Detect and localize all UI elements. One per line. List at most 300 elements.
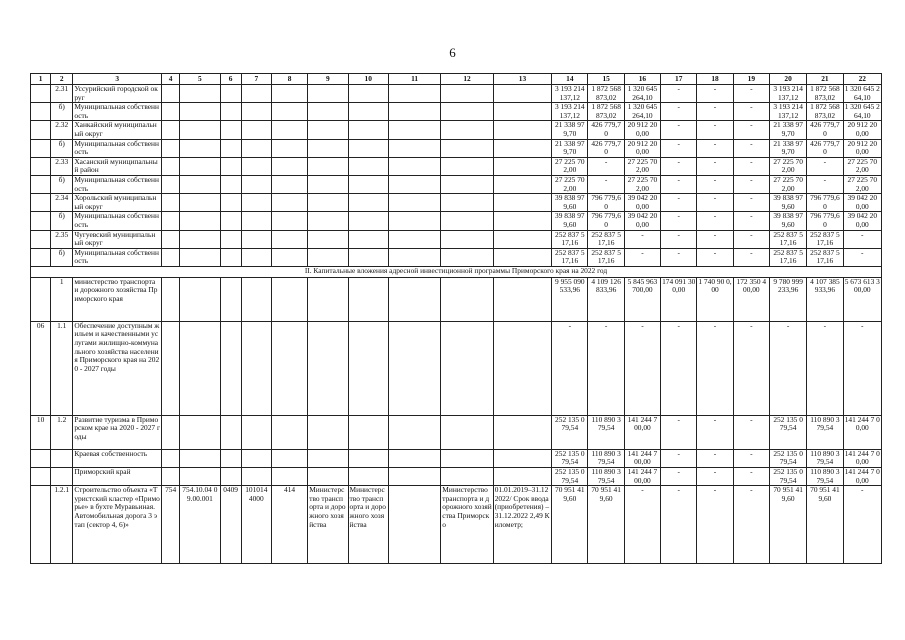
table-cell bbox=[162, 194, 180, 212]
table-cell: - bbox=[807, 175, 843, 193]
table-cell: - bbox=[661, 175, 697, 193]
table-cell bbox=[348, 212, 388, 230]
table-cell: 21 338 97 9,70 bbox=[552, 139, 588, 157]
table-cell bbox=[388, 139, 440, 157]
table-cell bbox=[348, 85, 388, 103]
table-cell bbox=[308, 212, 348, 230]
table-cell: б) bbox=[51, 139, 73, 157]
table-cell bbox=[271, 248, 307, 266]
table-cell bbox=[441, 321, 493, 415]
table-cell bbox=[441, 415, 493, 449]
table-cell: 110 890 3 79,54 bbox=[807, 468, 843, 486]
table-row-primorsky-krai bbox=[31, 468, 882, 486]
table-cell: - bbox=[661, 103, 697, 121]
table-cell: 5 673 613 300,00 bbox=[843, 277, 881, 321]
table-cell: - bbox=[843, 230, 881, 248]
table-cell: Развитие туризма в Приморском крае на 2020 - 2027 годы bbox=[73, 415, 162, 449]
table-cell bbox=[493, 321, 551, 415]
table-row bbox=[31, 175, 882, 193]
table-cell bbox=[388, 85, 440, 103]
table-cell: 70 951 41 9,60 bbox=[552, 486, 588, 564]
table-cell bbox=[348, 248, 388, 266]
table-cell bbox=[308, 468, 348, 486]
table-cell: 39 838 97 9,60 bbox=[552, 212, 588, 230]
table-cell bbox=[271, 212, 307, 230]
header-cell: 20 bbox=[769, 74, 806, 85]
table-cell: 1.2.1 bbox=[51, 486, 73, 564]
table-cell: - bbox=[733, 212, 769, 230]
table-cell: 39 042 20 0,00 bbox=[843, 212, 881, 230]
table-cell: 27 225 70 2,00 bbox=[552, 157, 588, 175]
table-cell: 3 193 214 137,12 bbox=[769, 85, 806, 103]
table-cell bbox=[388, 321, 440, 415]
table-cell bbox=[31, 85, 51, 103]
table-cell bbox=[241, 175, 271, 193]
table-row bbox=[31, 212, 882, 230]
table-cell bbox=[180, 449, 220, 467]
table-cell bbox=[348, 103, 388, 121]
table-cell bbox=[220, 468, 241, 486]
table-cell: - bbox=[661, 139, 697, 157]
table-cell: - bbox=[661, 415, 697, 449]
table-cell bbox=[51, 468, 73, 486]
table-cell bbox=[241, 103, 271, 121]
table-cell: 141 244 7 00,00 bbox=[844, 467, 880, 485]
table-cell bbox=[388, 103, 440, 121]
table-cell bbox=[388, 415, 440, 449]
table-cell: Ханкайский муниципальный округ bbox=[73, 121, 162, 139]
table-cell: 20 912 20 0,00 bbox=[843, 121, 881, 139]
table-cell: - bbox=[733, 321, 769, 415]
table-row bbox=[31, 139, 882, 157]
table-cell bbox=[220, 175, 241, 193]
table-cell bbox=[271, 157, 307, 175]
table-cell bbox=[31, 157, 51, 175]
table-cell: 426 779,7 0 bbox=[588, 139, 624, 157]
table-cell: 27 225 70 2,00 bbox=[843, 175, 881, 193]
table-cell bbox=[308, 103, 348, 121]
table-cell bbox=[220, 248, 241, 266]
table-cell bbox=[308, 277, 348, 321]
table-cell bbox=[271, 175, 307, 193]
table-cell bbox=[441, 121, 493, 139]
table-cell: б) bbox=[51, 212, 73, 230]
table-cell: 754 bbox=[162, 486, 180, 564]
table-cell bbox=[348, 449, 388, 467]
table-cell: - bbox=[843, 486, 881, 564]
table-cell bbox=[162, 85, 180, 103]
table-cell bbox=[441, 468, 493, 486]
table-cell: Приморский край bbox=[73, 468, 162, 486]
table-cell bbox=[180, 121, 220, 139]
table-cell bbox=[31, 121, 51, 139]
table-cell bbox=[162, 230, 180, 248]
header-cell: 14 bbox=[552, 74, 588, 85]
table-cell: - bbox=[733, 468, 769, 486]
table-cell: 4 107 385 933,96 bbox=[807, 277, 843, 321]
table-cell: 796 779,6 0 bbox=[588, 194, 624, 212]
table-cell: Муниципальная собственность bbox=[73, 139, 162, 157]
table-cell bbox=[493, 139, 551, 157]
table-row-ministry bbox=[31, 277, 882, 321]
table-cell bbox=[388, 449, 440, 467]
table-cell: 1 872 568 873,02 bbox=[807, 103, 843, 121]
table-cell bbox=[271, 468, 307, 486]
table-cell bbox=[348, 121, 388, 139]
table-cell bbox=[162, 449, 180, 467]
table-cell bbox=[493, 175, 551, 193]
table-cell bbox=[162, 321, 180, 415]
table-cell: 27 225 70 2,00 bbox=[624, 157, 660, 175]
table-cell bbox=[493, 121, 551, 139]
table-cell bbox=[162, 175, 180, 193]
table-header-row bbox=[31, 74, 882, 85]
table-cell bbox=[162, 139, 180, 157]
table-cell bbox=[220, 230, 241, 248]
table-cell: 1 320 645 264,10 bbox=[844, 84, 880, 102]
table-cell: 1.1 bbox=[51, 321, 73, 415]
table-cell: 06 bbox=[31, 321, 51, 415]
table-cell bbox=[493, 248, 551, 266]
table-body-section-2 bbox=[31, 266, 882, 563]
header-cell: 16 bbox=[624, 74, 660, 85]
table-cell: б) bbox=[51, 248, 73, 266]
table-cell: 9 780 999 233,96 bbox=[769, 277, 806, 321]
table-cell bbox=[180, 230, 220, 248]
table-cell bbox=[241, 139, 271, 157]
table-cell bbox=[220, 85, 241, 103]
table-cell bbox=[493, 468, 551, 486]
table-cell bbox=[348, 139, 388, 157]
table-cell bbox=[31, 486, 51, 564]
section-title-row bbox=[31, 266, 882, 277]
table-cell: - bbox=[733, 103, 769, 121]
table-cell: 101014 4000 bbox=[241, 486, 271, 564]
table-cell bbox=[308, 121, 348, 139]
table-cell: - bbox=[733, 139, 769, 157]
table-cell bbox=[308, 230, 348, 248]
table-cell: 4 109 126 833,96 bbox=[588, 277, 624, 321]
table-cell bbox=[441, 449, 493, 467]
table-cell: Министерство транспорта и дорожного хозяйства Приморско bbox=[441, 486, 493, 564]
table-cell bbox=[441, 230, 493, 248]
table-cell: Строительство объекта «Туристский кластер «Приморье» в бухте Муравьиная. Автомобильная дорога 3 этап (сектор 4, 6)» bbox=[73, 486, 162, 564]
table-cell bbox=[162, 248, 180, 266]
table-cell: 796 779,6 0 bbox=[807, 212, 843, 230]
table-cell: 39 838 97 9,60 bbox=[552, 194, 588, 212]
table-cell: - bbox=[624, 321, 660, 415]
table-cell: 0409 bbox=[220, 486, 241, 564]
table-cell: 1.2 bbox=[51, 415, 73, 449]
table-cell: 39 838 97 9,60 bbox=[769, 212, 806, 230]
table-cell: 174 091 300,00 bbox=[661, 277, 697, 321]
table-row bbox=[31, 248, 882, 266]
table-cell bbox=[241, 248, 271, 266]
table-cell bbox=[31, 212, 51, 230]
table-cell bbox=[51, 449, 73, 467]
header-cell: 8 bbox=[271, 74, 307, 85]
table-cell bbox=[241, 230, 271, 248]
table-cell bbox=[308, 415, 348, 449]
table-cell bbox=[441, 85, 493, 103]
table-cell bbox=[441, 139, 493, 157]
table-cell: 1 872 568 873,02 bbox=[588, 103, 624, 121]
table-cell bbox=[220, 212, 241, 230]
header-cell: 10 bbox=[348, 74, 388, 85]
table-cell: Министерство транспорта и дорожного хозяйства bbox=[308, 486, 348, 564]
table-cell: 70 951 41 9,60 bbox=[769, 486, 806, 564]
table-cell: 141 244 7 00,00 bbox=[624, 415, 660, 449]
table-cell bbox=[31, 449, 51, 467]
investment-program-table bbox=[30, 73, 882, 564]
table-cell: 172 350 4 00,00 bbox=[733, 277, 769, 321]
table-cell bbox=[241, 212, 271, 230]
table-cell bbox=[241, 157, 271, 175]
table-cell: 39 042 20 0,00 bbox=[624, 194, 660, 212]
table-cell bbox=[348, 194, 388, 212]
table-cell: 20 912 20 0,00 bbox=[843, 139, 881, 157]
table-cell bbox=[180, 415, 220, 449]
table-body-municipal bbox=[31, 85, 882, 267]
table-cell: - bbox=[624, 230, 660, 248]
table-cell: - bbox=[661, 194, 697, 212]
table-cell bbox=[220, 449, 241, 467]
table-cell: - bbox=[697, 449, 733, 467]
table-cell bbox=[348, 321, 388, 415]
table-cell: Обеспечение доступным жильем и качественными услугами жилищно-коммунального хозяйства населения Приморского края на 2020 - 2027 годы bbox=[73, 321, 162, 415]
table-cell bbox=[308, 157, 348, 175]
table-cell bbox=[493, 277, 551, 321]
header-cell: 4 bbox=[162, 74, 180, 85]
table-cell bbox=[241, 277, 271, 321]
table-cell: 39 838 97 9,60 bbox=[769, 194, 806, 212]
table-cell: 252 135 0 79,54 bbox=[552, 415, 588, 449]
table-cell: 252 135 0 79,54 bbox=[552, 468, 588, 486]
header-cell: 15 bbox=[588, 74, 624, 85]
table-cell: 1 320 645 264,10 bbox=[624, 103, 660, 121]
table-cell bbox=[348, 230, 388, 248]
table-cell bbox=[493, 212, 551, 230]
table-cell: 110 890 3 79,54 bbox=[588, 468, 624, 486]
table-cell bbox=[493, 85, 551, 103]
table-cell: Чугуевский муниципальный округ bbox=[73, 230, 162, 248]
document-sheet bbox=[30, 73, 882, 564]
table-cell bbox=[441, 248, 493, 266]
table-cell: - bbox=[697, 85, 733, 103]
table-cell: - bbox=[661, 486, 697, 564]
table-cell: 252 837 5 17,16 bbox=[769, 248, 806, 266]
table-cell: б) bbox=[51, 103, 73, 121]
table-cell: Краевая собственность bbox=[73, 449, 162, 467]
table-cell: 1 872 568 873,02 bbox=[588, 85, 624, 103]
table-cell: 252 837 5 17,16 bbox=[552, 230, 588, 248]
table-cell bbox=[388, 248, 440, 266]
table-cell bbox=[162, 157, 180, 175]
table-cell: 426 779,7 0 bbox=[588, 121, 624, 139]
table-cell: 252 837 5 17,16 bbox=[552, 248, 588, 266]
table-cell: 27 225 70 2,00 bbox=[624, 175, 660, 193]
table-cell bbox=[441, 175, 493, 193]
table-cell: Муниципальная собственность bbox=[73, 248, 162, 266]
table-cell bbox=[31, 277, 51, 321]
table-cell bbox=[31, 175, 51, 193]
header-cell: 22 bbox=[843, 74, 881, 85]
table-row-kraevaya bbox=[31, 449, 882, 467]
table-cell: 110 890 3 79,54 bbox=[588, 415, 624, 449]
table-cell: 1 740 90 0,00 bbox=[697, 277, 733, 321]
table-cell: 70 951 41 9,60 bbox=[588, 486, 624, 564]
table-cell: 3 193 214 137,12 bbox=[552, 85, 588, 103]
table-cell: - bbox=[733, 85, 769, 103]
table-cell: - bbox=[661, 468, 697, 486]
header-cell: 1 bbox=[31, 74, 51, 85]
table-cell bbox=[220, 321, 241, 415]
table-cell: 5 845 963 700,00 bbox=[624, 277, 660, 321]
table-cell: 39 042 20 0,00 bbox=[843, 194, 881, 212]
table-cell: - bbox=[843, 248, 881, 266]
table-cell bbox=[180, 194, 220, 212]
table-cell bbox=[162, 103, 180, 121]
table-cell bbox=[308, 194, 348, 212]
table-row bbox=[31, 230, 882, 248]
table-cell bbox=[241, 85, 271, 103]
table-cell: 1 320 645 264,10 bbox=[624, 85, 660, 103]
table-cell bbox=[271, 85, 307, 103]
table-cell bbox=[493, 449, 551, 467]
table-cell: 20 912 20 0,00 bbox=[624, 139, 660, 157]
header-cell: 11 bbox=[388, 74, 440, 85]
table-cell: 796 779,6 0 bbox=[588, 212, 624, 230]
table-cell: - bbox=[661, 121, 697, 139]
table-cell bbox=[308, 449, 348, 467]
table-cell bbox=[308, 248, 348, 266]
table-cell bbox=[388, 194, 440, 212]
table-cell bbox=[241, 449, 271, 467]
table-cell: 426 779,7 0 bbox=[807, 121, 843, 139]
table-cell: - bbox=[733, 121, 769, 139]
table-cell bbox=[271, 321, 307, 415]
table-cell: 110 890 3 79,54 bbox=[807, 449, 843, 467]
table-cell: 110 890 3 79,54 bbox=[807, 415, 843, 449]
table-cell bbox=[220, 157, 241, 175]
table-cell bbox=[388, 121, 440, 139]
table-cell: - bbox=[552, 321, 588, 415]
table-cell bbox=[31, 139, 51, 157]
table-cell: 20 912 20 0,00 bbox=[624, 121, 660, 139]
table-cell: Уссурийский городской округ bbox=[73, 85, 162, 103]
table-cell: 21 338 97 9,70 bbox=[769, 121, 806, 139]
table-cell bbox=[180, 139, 220, 157]
table-cell: 141 244 7 00,00 bbox=[624, 449, 660, 467]
table-cell bbox=[388, 175, 440, 193]
table-row bbox=[31, 85, 882, 103]
table-cell bbox=[388, 277, 440, 321]
table-cell bbox=[180, 103, 220, 121]
table-cell bbox=[308, 139, 348, 157]
table-cell bbox=[271, 139, 307, 157]
table-cell: 414 bbox=[271, 486, 307, 564]
table-cell bbox=[441, 194, 493, 212]
table-cell: - bbox=[733, 175, 769, 193]
table-cell: - bbox=[661, 85, 697, 103]
table-cell: - bbox=[843, 321, 881, 415]
header-cell: 13 bbox=[493, 74, 551, 85]
table-cell bbox=[220, 194, 241, 212]
table-cell bbox=[493, 157, 551, 175]
table-cell bbox=[241, 468, 271, 486]
header-cell: 9 bbox=[308, 74, 348, 85]
table-cell: 141 244 7 00,00 bbox=[843, 415, 881, 449]
table-cell: - bbox=[697, 321, 733, 415]
table-cell bbox=[241, 194, 271, 212]
table-cell bbox=[348, 468, 388, 486]
table-cell: министерство транспорта и дорожного хозяйства Приморского края bbox=[73, 277, 162, 321]
table-cell: - bbox=[661, 321, 697, 415]
table-cell bbox=[348, 415, 388, 449]
table-cell: 1 872 568 873,02 bbox=[807, 85, 843, 103]
table-cell: 252 837 5 17,16 bbox=[769, 230, 806, 248]
header-cell: 19 bbox=[733, 74, 769, 85]
table-cell: - bbox=[697, 157, 733, 175]
table-cell: - bbox=[697, 415, 733, 449]
table-cell: 110 890 3 79,54 bbox=[588, 449, 624, 467]
table-cell bbox=[180, 277, 220, 321]
table-cell: 2.34 bbox=[51, 194, 73, 212]
table-cell: 796 779,6 0 bbox=[807, 194, 843, 212]
table-cell: 27 225 70 2,00 bbox=[552, 175, 588, 193]
table-cell: 39 042 20 0,00 bbox=[624, 212, 660, 230]
table-cell bbox=[220, 121, 241, 139]
table-cell bbox=[493, 415, 551, 449]
table-cell bbox=[241, 321, 271, 415]
table-row-program-1-1 bbox=[31, 321, 882, 415]
table-cell: 252 135 0 79,54 bbox=[769, 415, 806, 449]
table-cell bbox=[31, 194, 51, 212]
table-cell: Муниципальная собственность bbox=[73, 175, 162, 193]
table-cell bbox=[220, 139, 241, 157]
table-cell: Муниципальная собственность bbox=[73, 103, 162, 121]
header-cell: 3 bbox=[73, 74, 162, 85]
table-cell bbox=[162, 121, 180, 139]
table-cell bbox=[241, 415, 271, 449]
header-cell: 2 bbox=[51, 74, 73, 85]
table-cell: - bbox=[661, 157, 697, 175]
table-cell: - bbox=[624, 248, 660, 266]
table-cell: 01.01.2019–31.12 2022/ Срок ввода (приобретения) – 31.12.2022 2,49 Километр; bbox=[493, 486, 551, 564]
table-cell bbox=[31, 468, 51, 486]
table-cell: - bbox=[733, 194, 769, 212]
table-cell: б) bbox=[51, 175, 73, 193]
table-cell: - bbox=[697, 175, 733, 193]
header-cell: 12 bbox=[441, 74, 493, 85]
table-cell bbox=[220, 103, 241, 121]
table-row-program-1-2 bbox=[31, 415, 882, 449]
table-cell bbox=[441, 157, 493, 175]
table-cell bbox=[388, 486, 440, 564]
table-cell bbox=[162, 415, 180, 449]
table-cell bbox=[31, 248, 51, 266]
table-cell: 252 135 0 79,54 bbox=[552, 449, 588, 467]
table-cell: 141 244 7 00,00 bbox=[844, 449, 880, 467]
table-cell: Хасанский муниципальный район bbox=[73, 157, 162, 175]
table-cell bbox=[308, 175, 348, 193]
table-row bbox=[31, 194, 882, 212]
table-cell bbox=[180, 248, 220, 266]
table-cell: 252 837 5 17,16 bbox=[807, 230, 843, 248]
table-cell bbox=[180, 468, 220, 486]
table-row bbox=[31, 121, 882, 139]
table-cell bbox=[162, 468, 180, 486]
